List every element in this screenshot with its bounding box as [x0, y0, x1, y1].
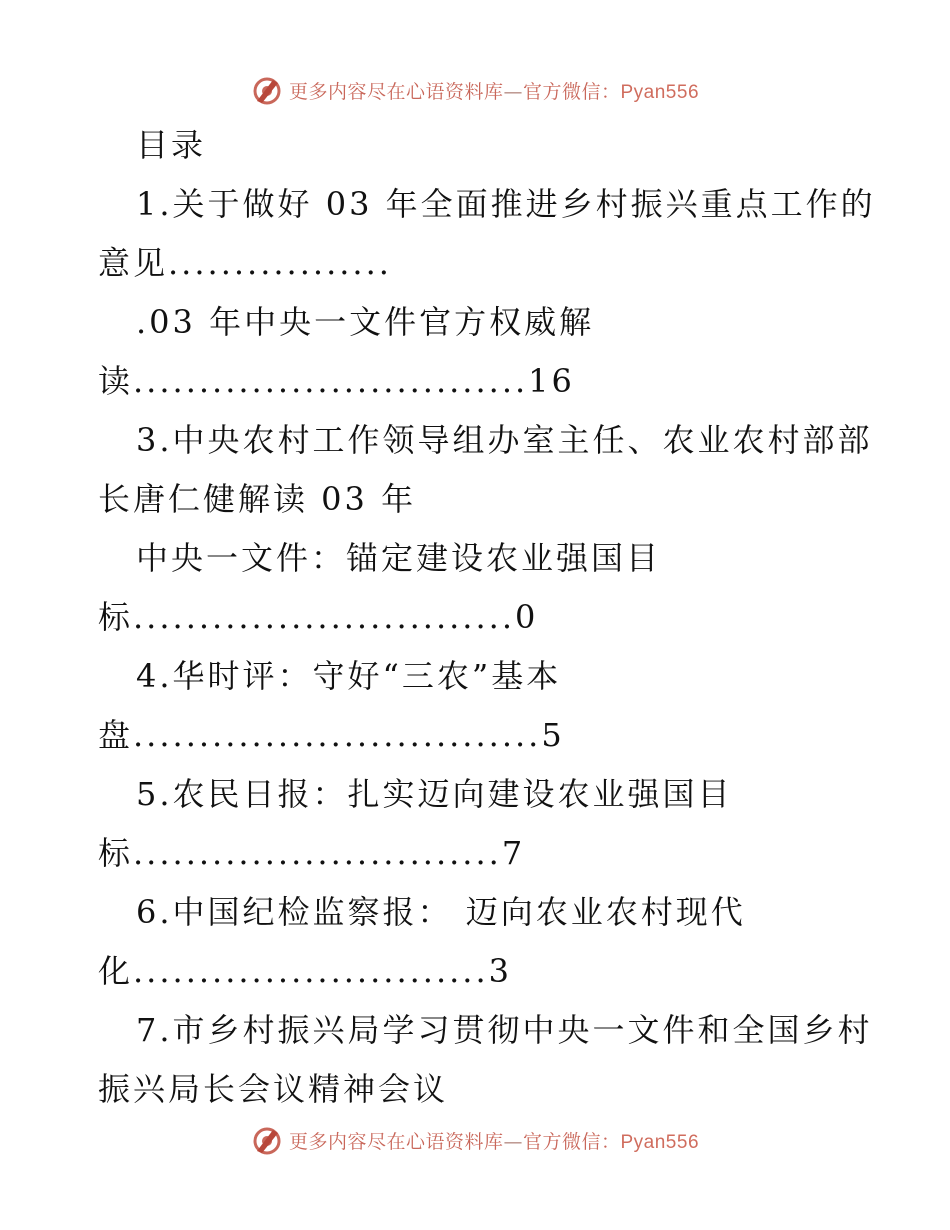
toc-entry-2-line-2: 读..............................16 — [98, 362, 575, 400]
toc-entry-3-line-3: 中央一文件：锚定建设农业强国目 — [136, 539, 662, 577]
banner-text — [289, 77, 699, 104]
banner-wechat-label: 官方微信： — [522, 1130, 621, 1153]
toc-entry-3-line-1: 3.中央农村工作领导组办室主任、农业农村部部 — [136, 421, 873, 459]
toc-entry-4-line-1: 4.华时评：守好“三农”基本 — [136, 657, 562, 695]
pen-logo-icon — [251, 1124, 283, 1156]
toc-entry-5-line-2: 标............................7 — [98, 834, 526, 872]
toc-heading: 目录 — [136, 126, 207, 164]
banner-wechat-label: 官方微信： — [522, 80, 621, 103]
toc-entry-1-line-2: 意见................. — [98, 244, 392, 282]
toc-entry-2-line-1: .03 年中央一文件官方权威解 — [136, 303, 595, 341]
banner-site-name: 更多内容尽在心语资料库 — [288, 1130, 504, 1153]
toc-entry-6-line-2: 化...........................3 — [98, 952, 513, 990]
toc-entry-5-line-1: 5.农民日报：扎实迈向建设农业强国目 — [136, 775, 733, 813]
toc-entry-3-line-2: 长唐仁健解读 03 年 — [98, 480, 417, 518]
banner-wechat-id: Pyan556 — [620, 1131, 700, 1153]
banner-wechat-id: Pyan556 — [620, 81, 700, 103]
toc-entry-3-line-4: 标.............................0 — [98, 598, 539, 636]
banner-site-name: 更多内容尽在心语资料库 — [288, 80, 504, 103]
banner-text — [289, 1127, 699, 1154]
toc-entry-1-line-1: 1.关于做好 03 年全面推进乡村振兴重点工作的 — [136, 185, 876, 223]
pen-logo-icon — [251, 74, 283, 106]
toc-entry-7-line-2: 振兴局长会议精神会议 — [98, 1070, 449, 1108]
toc-entry-6-line-1: 6.中国纪检监察报： 迈向农业农村现代 — [136, 893, 746, 931]
toc-entry-4-line-2: 盘...............................5 — [98, 716, 565, 754]
footer-banner — [0, 1120, 950, 1160]
banner-separator: — — [503, 80, 523, 103]
toc-entry-7-line-1: 7.市乡村振兴局学习贯彻中央一文件和全国乡村 — [136, 1011, 873, 1049]
banner-separator: — — [503, 1130, 523, 1153]
header-banner — [0, 70, 950, 110]
